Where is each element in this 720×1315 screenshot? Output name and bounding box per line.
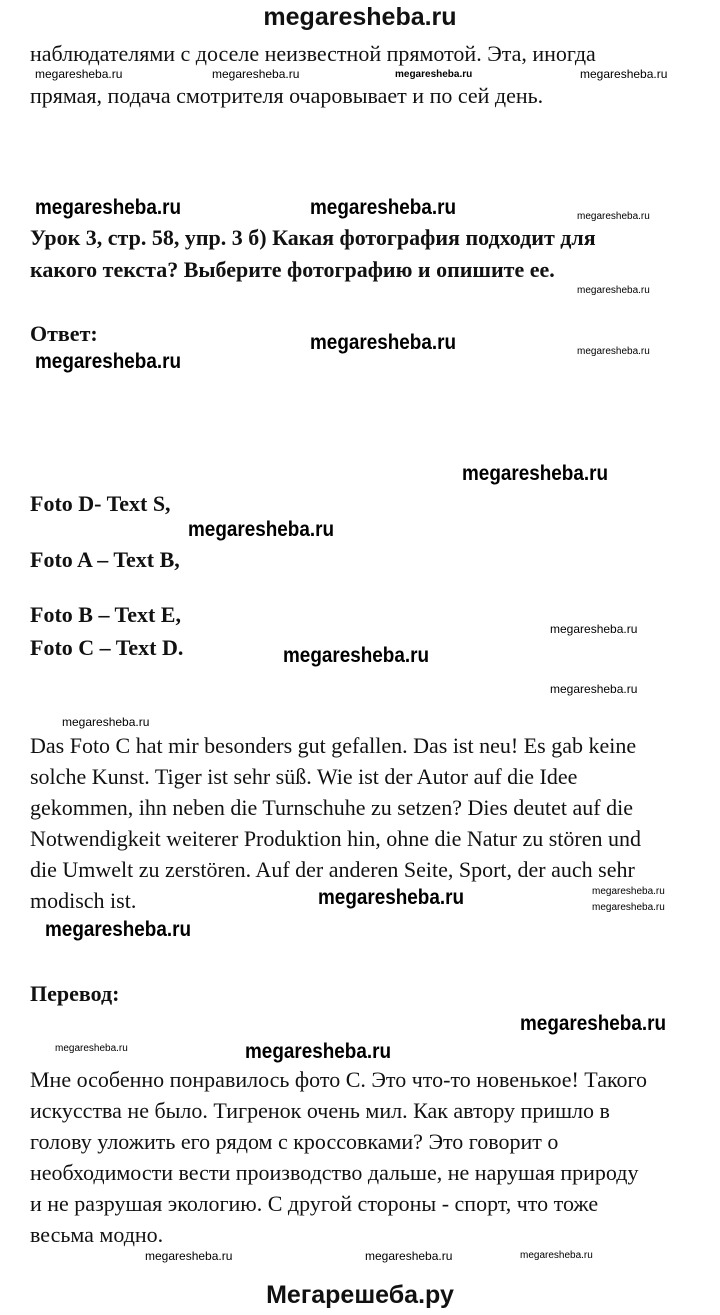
- russian-line: искусства не было. Тигренок очень мил. Как автору пришло в: [30, 1098, 610, 1123]
- match-item: Foto B – Text E,: [30, 602, 181, 627]
- watermark: megaresheba.ru: [283, 644, 430, 667]
- watermark: megaresheba.ru: [35, 67, 123, 81]
- german-line: die Umwelt zu zerstören. Auf der anderen Seite, Sport, der auch sehr: [30, 857, 635, 882]
- watermark: megaresheba.ru: [245, 1040, 392, 1063]
- intro-line: наблюдателями с доселе неизвестной прямотой. Эта, иногда: [30, 41, 596, 66]
- watermark: megaresheba.ru: [365, 1249, 453, 1263]
- watermark: megaresheba.ru: [62, 715, 150, 729]
- russian-line: необходимости вести производство дальше, не нарушая природу: [30, 1160, 639, 1185]
- match-item: Foto C – Text D.: [30, 635, 184, 660]
- watermark: megaresheba.ru: [212, 67, 300, 81]
- task-heading: какого текста? Выберите фотографию и опишите ее.: [30, 257, 555, 282]
- german-line: Notwendigkeit weiterer Produktion hin, ohne die Natur zu stören und: [30, 826, 641, 851]
- german-line: solche Kunst. Tiger ist sehr süß. Wie ist der Autor auf die Idee: [30, 764, 578, 789]
- watermark: megaresheba.ru: [577, 346, 650, 357]
- russian-line: голову уложить его рядом с кроссовками? Это говорит о: [30, 1129, 559, 1154]
- watermark: megaresheba.ru: [550, 622, 638, 636]
- watermark: megaresheba.ru: [45, 918, 192, 941]
- russian-line: Мне особенно понравилось фото С. Это что-то новенькое! Такого: [30, 1067, 648, 1092]
- russian-paragraph: [30, 1068, 647, 1254]
- german-line: Das Foto C hat mir besonders gut gefallen. Das ist neu! Es gab keine: [30, 733, 637, 758]
- watermark: megaresheba.ru: [188, 518, 335, 541]
- watermark: megaresheba.ru: [577, 211, 650, 222]
- watermark: megaresheba.ru: [462, 462, 609, 485]
- answer-label: Ответ:: [30, 321, 98, 346]
- watermark: megaresheba.ru: [35, 350, 182, 373]
- watermark: megaresheba.ru: [310, 196, 457, 219]
- site-header: megaresheba.ru: [263, 3, 457, 31]
- watermark: megaresheba.ru: [145, 1249, 233, 1263]
- intro-line: прямая, подача смотрителя очаровывает и по сей день.: [30, 83, 544, 108]
- watermark: megaresheba.ru: [592, 886, 665, 897]
- watermark: megaresheba.ru: [550, 682, 638, 696]
- task-heading: Урок 3, стр. 58, упр. 3 б) Какая фотография подходит для: [30, 225, 596, 250]
- watermark: megaresheba.ru: [318, 886, 465, 909]
- russian-line: и не разрушая экологию. С другой стороны - спорт, что тоже: [30, 1191, 599, 1216]
- watermark: megaresheba.ru: [520, 1250, 593, 1261]
- german-line: gekommen, ihn neben die Turnschuhe zu setzen? Dies deutet auf die: [30, 795, 634, 820]
- watermark: megaresheba.ru: [55, 1043, 128, 1054]
- watermark: megaresheba.ru: [310, 331, 457, 354]
- translation-label: Перевод:: [30, 981, 120, 1006]
- watermark: megaresheba.ru: [395, 69, 473, 80]
- match-item: Foto A – Text B,: [30, 547, 180, 572]
- match-item: Foto D- Text S,: [30, 491, 171, 516]
- watermark: megaresheba.ru: [520, 1012, 667, 1035]
- watermark: megaresheba.ru: [577, 285, 650, 296]
- german-line: modisch ist.: [30, 888, 137, 913]
- russian-line: весьма модно.: [30, 1222, 164, 1247]
- watermark: megaresheba.ru: [592, 902, 665, 913]
- watermark: megaresheba.ru: [580, 67, 668, 81]
- site-footer: Мегарешеба.ру: [266, 1281, 454, 1309]
- watermark: megaresheba.ru: [35, 196, 182, 219]
